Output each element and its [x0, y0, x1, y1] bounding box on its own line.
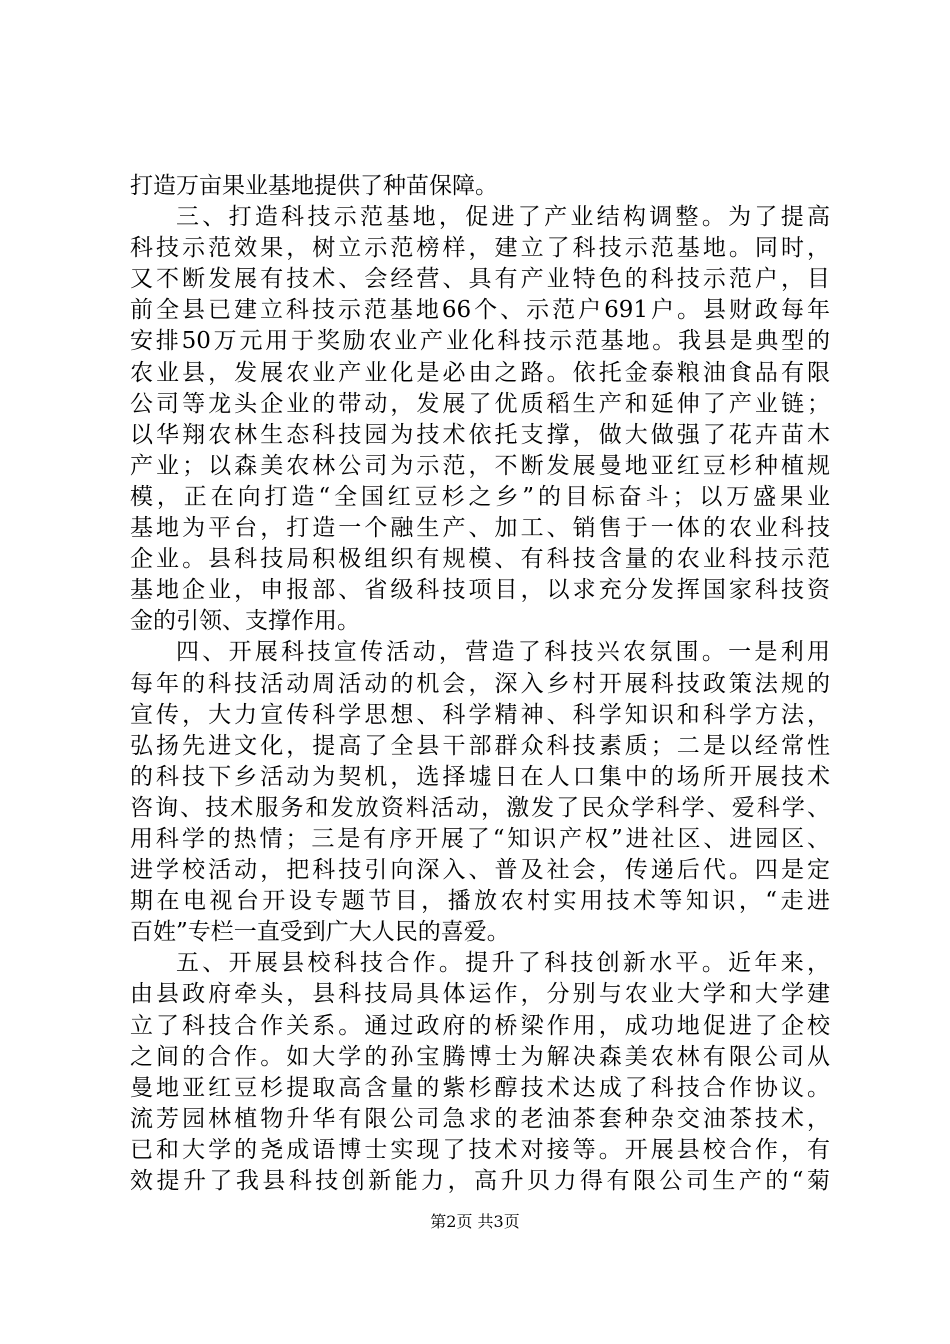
text-line: 科技示范效果，树立示范榜样，建立了科技示范基地。同时， [130, 235, 830, 262]
page-footer: 第2页 共3页 [430, 1212, 520, 1231]
text-line: 之间的合作。如大学的孙宝腾博士为解决森美农林有限公司从 [130, 1043, 830, 1070]
text-line: 立了科技合作关系。通过政府的桥梁作用，成功地促进了企校 [130, 1012, 830, 1039]
text-line: 百姓”专栏一直受到广大人民的喜爱。 [130, 919, 510, 946]
text-line: 金的引领、支撑作用。 [130, 608, 360, 635]
text-line: 模，正在向打造“全国红豆杉之乡”的目标奋斗；以万盛果业 [130, 483, 830, 510]
text-line: 五、开展县校科技合作。提升了科技创新水平。近年来， [176, 950, 830, 977]
text-line: 每年的科技活动周活动的机会，深入乡村开展科技政策法规的 [130, 670, 830, 697]
text-line: 效提升了我县科技创新能力，高升贝力得有限公司生产的“菊 [130, 1168, 830, 1194]
text-line: 企业。县科技局积极组织有规模、有科技含量的农业科技示范 [130, 546, 830, 573]
text-line: 三、打造科技示范基地，促进了产业结构调整。为了提高 [176, 204, 830, 231]
text-line: 以华翔农林生态科技园为技术依托支撑，做大做强了花卉苗木 [130, 421, 830, 448]
text-line: 农业县，发展农业产业化是必由之路。依托金泰粮油食品有限 [130, 359, 830, 386]
document-body [130, 171, 830, 1197]
text-line: 弘扬先进文化，提高了全县干部群众科技素质；二是以经常性 [130, 732, 830, 759]
text-line: 产业；以森美农林公司为示范，不断发展曼地亚红豆杉种植规 [130, 452, 830, 479]
text-line: 进学校活动，把科技引向深入、普及社会，传递后代。四是定 [130, 857, 830, 884]
text-line: 四、开展科技宣传活动，营造了科技兴农氛围。一是利用 [176, 639, 830, 666]
text-line: 宣传，大力宣传科学思想、科学精神、科学知识和科学方法， [130, 701, 830, 728]
text-line: 打造万亩果业基地提供了种苗保障。 [130, 173, 498, 199]
text-line: 用科学的热情；三是有序开展了“知识产权”进社区、进园区、 [130, 825, 830, 852]
text-line: 基地企业，申报部、省级科技项目，以求充分发挥国家科技资 [130, 577, 830, 604]
text-line: 咨询、技术服务和发放资料活动，激发了民众学科学、爱科学、 [130, 794, 830, 821]
text-line: 已和大学的尧成语博士实现了技术对接等。开展县校合作，有 [130, 1136, 830, 1163]
text-line: 由县政府牵头，县科技局具体运作，分别与农业大学和大学建 [130, 981, 830, 1008]
text-line: 期在电视台开设专题节目，播放农村实用技术等知识，“走进 [130, 888, 830, 915]
text-line: 公司等龙头企业的带动，发展了优质稻生产和延伸了产业链； [130, 390, 830, 417]
text-line: 又不断发展有技术、会经营、具有产业特色的科技示范户，目 [130, 266, 830, 293]
text-line: 前全县已建立科技示范基地66个、示范户691户。县财政每年 [130, 297, 830, 324]
text-line: 流芳园林植物升华有限公司急求的老油茶套种杂交油茶技术， [130, 1105, 830, 1132]
text-line: 曼地亚红豆杉提取高含量的紫杉醇技术达成了科技合作协议。 [130, 1074, 830, 1101]
text-line: 基地为平台，打造一个融生产、加工、销售于一体的农业科技 [130, 515, 830, 542]
text-line: 安排50万元用于奖励农业产业化科技示范基地。我县是典型的 [130, 328, 830, 355]
text-line: 的科技下乡活动为契机，选择墟日在人口集中的场所开展技术 [130, 763, 830, 790]
